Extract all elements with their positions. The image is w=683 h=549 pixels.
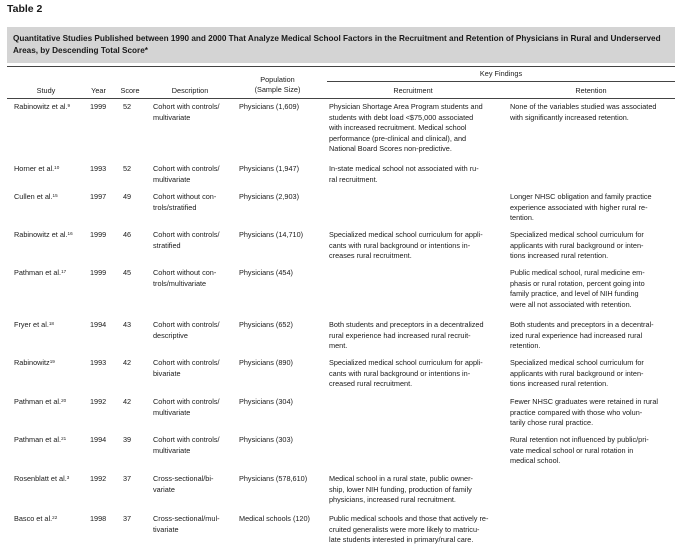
- reference-number: 9: [67, 103, 71, 108]
- description-line: Cross-sectional/bi-: [153, 474, 214, 483]
- score-cell: 39: [123, 435, 132, 444]
- recruitment-line: ship, lower NIH funding, production of family: [329, 484, 472, 494]
- reference-number: 3: [66, 475, 70, 480]
- table-caption: Quantitative Studies Published between 1990 and 2000 That Analyze Medical School Factors in the Recruitment and Retention of Physicians in Rural and Underserved Areas, by Descending Total Score*: [13, 34, 661, 55]
- description-line: Cohort with controls/: [153, 397, 220, 406]
- caption-box: [7, 27, 675, 63]
- description-line: Cohort with controls/: [153, 435, 220, 444]
- study-name: Horner et al.: [14, 164, 55, 173]
- score-cell: 42: [123, 397, 132, 406]
- retention-line: Fewer NHSC graduates were retained in rural: [510, 397, 659, 406]
- population-cell: Physicians (454): [239, 268, 293, 277]
- retention-line: with significantly increased retention.: [510, 112, 629, 122]
- year-cell: 1999: [90, 102, 107, 111]
- recruitment-line: ment.: [329, 341, 348, 351]
- study-cell: [14, 320, 86, 331]
- score-cell: 37: [123, 474, 132, 483]
- year-cell: 1993: [90, 358, 107, 367]
- retention-line: Specialized medical school curriculum for: [510, 230, 644, 239]
- year-cell: 1997: [90, 192, 107, 201]
- recruitment-line: students with debt load <$75,000 associated: [329, 112, 474, 122]
- score-cell: 42: [123, 358, 132, 367]
- study-cell: [14, 102, 86, 113]
- recruitment-line: physicians, increased rural recruitment.: [329, 495, 456, 505]
- score-cell: 52: [123, 164, 132, 173]
- score-cell: 37: [123, 514, 132, 523]
- study-name: Pathman et al.: [14, 397, 62, 406]
- description-line: stratified: [153, 240, 181, 250]
- retention-line: tions increased rural retention.: [510, 379, 609, 389]
- recruitment-line: creased rural recruitment.: [329, 379, 413, 389]
- reference-number: 16: [67, 231, 73, 236]
- study-name: Rabinowitz et al.: [14, 102, 68, 111]
- header-score: Score: [120, 86, 140, 95]
- study-name: Pathman et al.: [14, 268, 62, 277]
- retention-line: retention.: [510, 341, 541, 351]
- population-cell: Physicians (890): [239, 358, 293, 367]
- header-recruitment: Recruitment: [393, 86, 433, 95]
- description-line: Cohort with controls/: [153, 358, 220, 367]
- population-cell: Physicians (304): [239, 397, 293, 406]
- recruitment-line: rural experience had increased rural recruit-: [329, 330, 471, 340]
- description-line: Cohort with controls/: [153, 102, 220, 111]
- retention-line: Rural retention not influenced by public/pri-: [510, 435, 649, 444]
- recruitment-line: ral recruitment.: [329, 174, 378, 184]
- description-line: multivariate: [153, 112, 191, 122]
- recruitment-line: late students interested in primary/rural care.: [329, 535, 474, 545]
- study-cell: [14, 514, 86, 525]
- description-line: multivariate: [153, 174, 191, 184]
- study-cell: [14, 230, 86, 241]
- retention-line: were all not associated with retention.: [510, 299, 632, 309]
- retention-line: family practice, and level of NIH funding: [510, 289, 639, 299]
- study-cell: [14, 435, 86, 446]
- population-cell: Physicians (1,947): [239, 164, 300, 173]
- recruitment-line: cants with rural background or intentions in-: [329, 368, 471, 378]
- description-line: Cohort with controls/: [153, 230, 220, 239]
- year-cell: 1992: [90, 397, 107, 406]
- retention-line: applicants with rural background or inten-: [510, 240, 644, 250]
- retention-line: Public medical school, rural medicine em-: [510, 268, 645, 277]
- description-line: trols/multivariate: [153, 278, 207, 288]
- population-cell: Physicians (2,903): [239, 192, 300, 201]
- score-cell: 46: [123, 230, 132, 239]
- description-line: Cohort without con-: [153, 268, 217, 277]
- recruitment-line: In-state medical school not associated with ru-: [329, 164, 479, 173]
- retention-line: vate medical school or rural rotation in: [510, 445, 634, 455]
- description-line: variate: [153, 484, 175, 494]
- retention-line: Specialized medical school curriculum for: [510, 358, 644, 367]
- study-name: Cullen et al.: [14, 192, 53, 201]
- score-cell: 43: [123, 320, 132, 329]
- reference-number: 17: [61, 269, 67, 274]
- retention-line: Longer NHSC obligation and family practice: [510, 192, 652, 201]
- header-rule: [7, 98, 675, 99]
- recruitment-line: Medical school in a rural state, public owner-: [329, 474, 473, 483]
- study-name: Rabinowitz: [14, 358, 50, 367]
- population-cell: Physicians (303): [239, 435, 293, 444]
- header-population: Population: [260, 75, 295, 84]
- reference-number: 15: [52, 193, 58, 198]
- key-findings-rule: [327, 81, 675, 82]
- study-cell: [14, 268, 86, 279]
- header-description: Description: [171, 86, 209, 95]
- reference-number: 20: [61, 398, 67, 403]
- study-name: Pathman et al.: [14, 435, 62, 444]
- header-sample-size: (Sample Size): [254, 85, 301, 94]
- retention-line: None of the variables studied was associated: [510, 102, 657, 111]
- reference-number: 19: [49, 359, 55, 364]
- population-cell: Physicians (652): [239, 320, 293, 329]
- study-cell: [14, 164, 86, 175]
- reference-number: 18: [48, 321, 54, 326]
- description-line: descriptive: [153, 330, 188, 340]
- retention-line: ized rural experience had increased rural: [510, 330, 643, 340]
- description-line: trols/stratified: [153, 202, 197, 212]
- header-key-findings: Key Findings: [479, 69, 523, 78]
- year-cell: 1998: [90, 514, 107, 523]
- study-cell: [14, 397, 86, 408]
- retention-line: tention.: [510, 213, 534, 223]
- population-cell: Physicians (1,609): [239, 102, 300, 111]
- retention-line: medical school.: [510, 456, 561, 466]
- recruitment-line: Specialized medical school curriculum for appli-: [329, 358, 483, 367]
- description-line: multivariate: [153, 407, 191, 417]
- recruitment-line: Public medical schools and those that actively re-: [329, 514, 489, 523]
- year-cell: 1999: [90, 230, 107, 239]
- year-cell: 1999: [90, 268, 107, 277]
- year-cell: 1993: [90, 164, 107, 173]
- recruitment-line: cruited generalists were more likely to matricu-: [329, 524, 480, 534]
- recruitment-line: National Board Scores non-predictive.: [329, 144, 452, 154]
- study-name: Rabinowitz et al.: [14, 230, 68, 239]
- year-cell: 1994: [90, 320, 107, 329]
- description-line: tivariate: [153, 524, 179, 534]
- score-cell: 52: [123, 102, 132, 111]
- header-year: Year: [91, 86, 106, 95]
- retention-line: Both students and preceptors in a decentral-: [510, 320, 654, 329]
- description-line: multivariate: [153, 445, 191, 455]
- reference-number: 22: [52, 515, 58, 520]
- recruitment-line: Physician Shortage Area Program students and: [329, 102, 483, 111]
- population-cell: Medical schools (120): [239, 514, 310, 523]
- top-rule: [7, 66, 675, 67]
- study-name: Basco et al.: [14, 514, 53, 523]
- description-line: Cohort with controls/: [153, 164, 220, 173]
- header-retention: Retention: [575, 86, 607, 95]
- retention-line: applicants with rural background or inten-: [510, 368, 644, 378]
- table-label: Table 2: [7, 3, 43, 15]
- study-cell: [14, 192, 86, 203]
- study-cell: [14, 358, 86, 369]
- study-name: Fryer et al.: [14, 320, 49, 329]
- score-cell: 45: [123, 268, 132, 277]
- retention-line: tarily chose rural practice.: [510, 418, 594, 428]
- population-cell: Physicians (14,710): [239, 230, 304, 239]
- recruitment-line: with increased recruitment. Medical school: [329, 123, 467, 133]
- retention-line: tions increased rural retention.: [510, 251, 609, 261]
- study-name: Rosenblatt et al.: [14, 474, 67, 483]
- description-line: Cohort with controls/: [153, 320, 220, 329]
- retention-line: phasis or rural rotation, percent going into: [510, 278, 645, 288]
- reference-number: 10: [54, 165, 60, 170]
- reference-number: 21: [61, 436, 67, 441]
- description-line: Cohort without con-: [153, 192, 217, 201]
- population-cell: Physicians (578,610): [239, 474, 308, 483]
- header-study: Study: [36, 86, 56, 95]
- year-cell: 1992: [90, 474, 107, 483]
- description-line: Cross-sectional/mul-: [153, 514, 220, 523]
- retention-line: experience associated with higher rural re-: [510, 202, 648, 212]
- study-cell: [14, 474, 86, 485]
- recruitment-line: Both students and preceptors in a decentralized: [329, 320, 484, 329]
- recruitment-line: performance (pre-clinical and clinical), and: [329, 133, 467, 143]
- recruitment-line: Specialized medical school curriculum for appli-: [329, 230, 483, 239]
- description-line: bivariate: [153, 368, 181, 378]
- year-cell: 1994: [90, 435, 107, 444]
- recruitment-line: cants with rural background or intentions in-: [329, 240, 471, 250]
- retention-line: practice compared with those who volun-: [510, 407, 643, 417]
- recruitment-line: creases rural recruitment.: [329, 251, 412, 261]
- score-cell: 49: [123, 192, 132, 201]
